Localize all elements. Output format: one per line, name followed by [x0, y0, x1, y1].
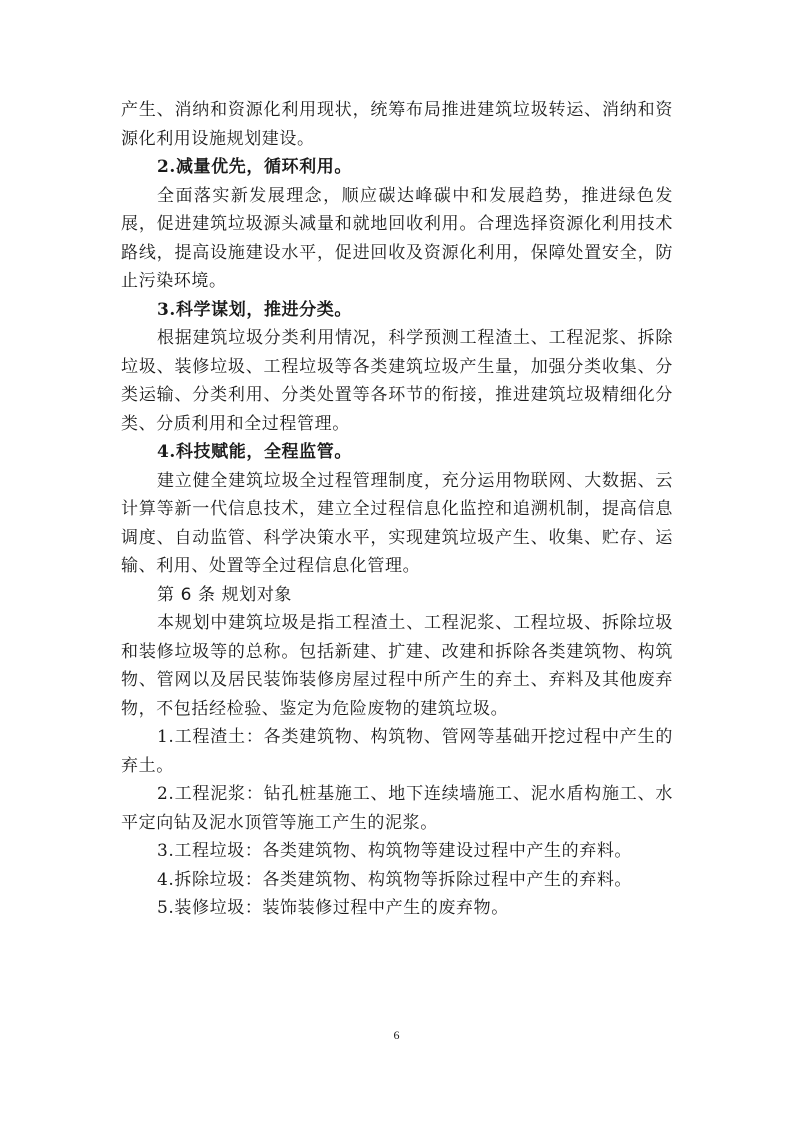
section-heading: 2.减量优先，循环利用。	[157, 157, 352, 177]
page-number: 6	[393, 1028, 400, 1042]
article-intro: 本规划中建筑垃圾是指工程渣土、工程泥浆、工程垃圾、拆除垃圾和装修垃圾等的总称。包括新建、扩建、改建和拆除各类建筑物、构筑物、管网以及居民装饰装修房屋过程中所产生的弃土、弃料及其他废弃物，不包括经检验、鉴定为危险废物的建筑垃圾。	[121, 613, 673, 719]
section-heading: 3.科学谋划，推进分类。	[157, 299, 352, 320]
section-heading: 4.科技赋能，全程监管。	[157, 442, 352, 462]
article-title: 第 6 条 规划对象	[157, 584, 293, 605]
document-body	[121, 96, 673, 923]
list-item: 3.工程垃圾：各类建筑物、构筑物等建设过程中产生的弃料。	[157, 841, 633, 861]
list-item: 1.工程渣土：各类建筑物、构筑物、管网等基础开挖过程中产生的弃土。	[121, 727, 673, 776]
continuation-paragraph: 产生、消纳和资源化利用现状，统筹布局推进建筑垃圾转运、消纳和资源化利用设施规划建设。	[121, 100, 673, 149]
list-item: 5.装修垃圾：装饰装修过程中产生的废弃物。	[157, 898, 509, 918]
list-item: 4.拆除垃圾：各类建筑物、构筑物等拆除过程中产生的弃料。	[157, 869, 633, 890]
section-body: 建立健全建筑垃圾全过程管理制度，充分运用物联网、大数据、云计算等新一代信息技术，建立全过程信息化监控和追溯机制，提高信息调度、自动监管、科学决策水平，实现建筑垃圾产生、收集、贮存、运输、利用、处置等全过程信息化管理。	[121, 470, 673, 576]
section-body: 全面落实新发展理念，顺应碳达峰碳中和发展趋势，推进绿色发展，促进建筑垃圾源头减量和就地回收利用。合理选择资源化利用技术路线，提高设施建设水平，促进回收及资源化利用，保障处置安全，防止污染环境。	[121, 185, 673, 291]
section-body: 根据建筑垃圾分类利用情况，科学预测工程渣土、工程泥浆、拆除垃圾、装修垃圾、工程垃圾等各类建筑垃圾产生量，加强分类收集、分类运输、分类利用、分类处置等各环节的衔接，推进建筑垃圾精细化分类、分质利用和全过程管理。	[121, 328, 673, 434]
list-item: 2.工程泥浆：钻孔桩基施工、地下连续墙施工、泥水盾构施工、水平定向钻及泥水顶管等施工产生的泥浆。	[121, 784, 673, 833]
